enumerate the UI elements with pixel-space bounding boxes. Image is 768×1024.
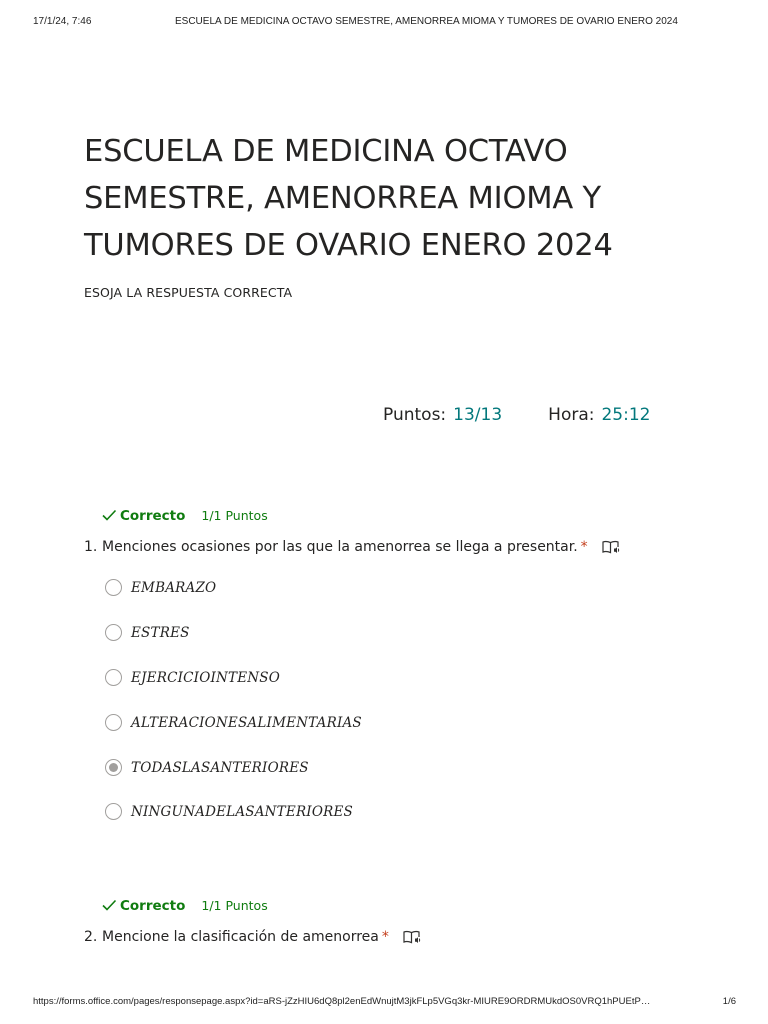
option-ejercicio-intenso[interactable] bbox=[105, 667, 280, 687]
page-number: 1/6 bbox=[722, 996, 736, 1007]
option-label: ESTRES bbox=[131, 624, 190, 641]
print-document-title: ESCUELA DE MEDICINA OCTAVO SEMESTRE, AMENORREA MIOMA Y TUMORES DE OVARIO ENERO 2024 bbox=[175, 16, 678, 27]
question-text: Mencione la clasificación de amenorrea bbox=[102, 929, 379, 945]
time-value: 25:12 bbox=[601, 405, 651, 425]
print-url: https://forms.office.com/pages/responsepage.aspx?id=aRS-jZzHIU6dQ8pl2enEdWnujtM3jkFLp5VGq3kr-MIURE9ORDRMUkdOS0VRQ1hPUEtP… bbox=[33, 996, 651, 1007]
points-label: Puntos: bbox=[383, 405, 447, 425]
option-label: ALTERACIONESALIMENTARIAS bbox=[131, 714, 362, 731]
option-embarazo[interactable] bbox=[105, 577, 216, 597]
immersive-reader-icon[interactable] bbox=[403, 930, 421, 944]
option-todas-las-anteriores[interactable] bbox=[105, 757, 309, 777]
immersive-reader-icon[interactable] bbox=[602, 540, 620, 554]
points-value: 13/13 bbox=[453, 405, 503, 425]
radio-button[interactable] bbox=[105, 714, 122, 731]
question-1-status bbox=[101, 505, 268, 525]
question-1 bbox=[84, 539, 620, 555]
question-points: 1/1 Puntos bbox=[201, 898, 268, 913]
option-label: EMBARAZO bbox=[131, 579, 217, 596]
checkmark-icon bbox=[101, 897, 117, 913]
status-correct: Correcto bbox=[120, 898, 186, 914]
question-2-status bbox=[101, 895, 268, 915]
print-header bbox=[33, 16, 735, 30]
required-mark: * bbox=[580, 539, 588, 555]
print-footer bbox=[33, 996, 736, 1010]
option-label: EJERCICIOINTENSO bbox=[131, 669, 281, 686]
option-label: NINGUNADELASANTERIORES bbox=[131, 803, 353, 820]
radio-button[interactable] bbox=[105, 669, 122, 686]
question-text: Menciones ocasiones por las que la amenorrea se llega a presentar. bbox=[102, 539, 578, 555]
option-estres[interactable] bbox=[105, 622, 190, 642]
required-mark: * bbox=[381, 929, 389, 945]
option-alteraciones-alimentarias[interactable] bbox=[105, 712, 362, 732]
question-points: 1/1 Puntos bbox=[201, 508, 268, 523]
question-number: 1. bbox=[84, 539, 98, 555]
option-ninguna-de-las-anteriores[interactable] bbox=[105, 801, 353, 821]
question-2 bbox=[84, 929, 421, 945]
radio-button[interactable] bbox=[105, 579, 122, 596]
question-number: 2. bbox=[84, 929, 98, 945]
radio-button[interactable] bbox=[105, 624, 122, 641]
radio-button-selected[interactable] bbox=[105, 759, 122, 776]
print-date: 17/1/24, 7:46 bbox=[33, 16, 92, 27]
time-label: Hora: bbox=[548, 405, 595, 425]
status-correct: Correcto bbox=[120, 508, 186, 524]
form-subtitle: ESOJA LA RESPUESTA CORRECTA bbox=[84, 285, 293, 300]
radio-button[interactable] bbox=[105, 803, 122, 820]
option-label: TODASLASANTERIORES bbox=[131, 759, 309, 776]
score-summary bbox=[383, 405, 650, 425]
checkmark-icon bbox=[101, 507, 117, 523]
form-title: ESCUELA DE MEDICINA OCTAVO SEMESTRE, AMENORREA MIOMA Y TUMORES DE OVARIO ENERO 2024 bbox=[84, 134, 613, 263]
